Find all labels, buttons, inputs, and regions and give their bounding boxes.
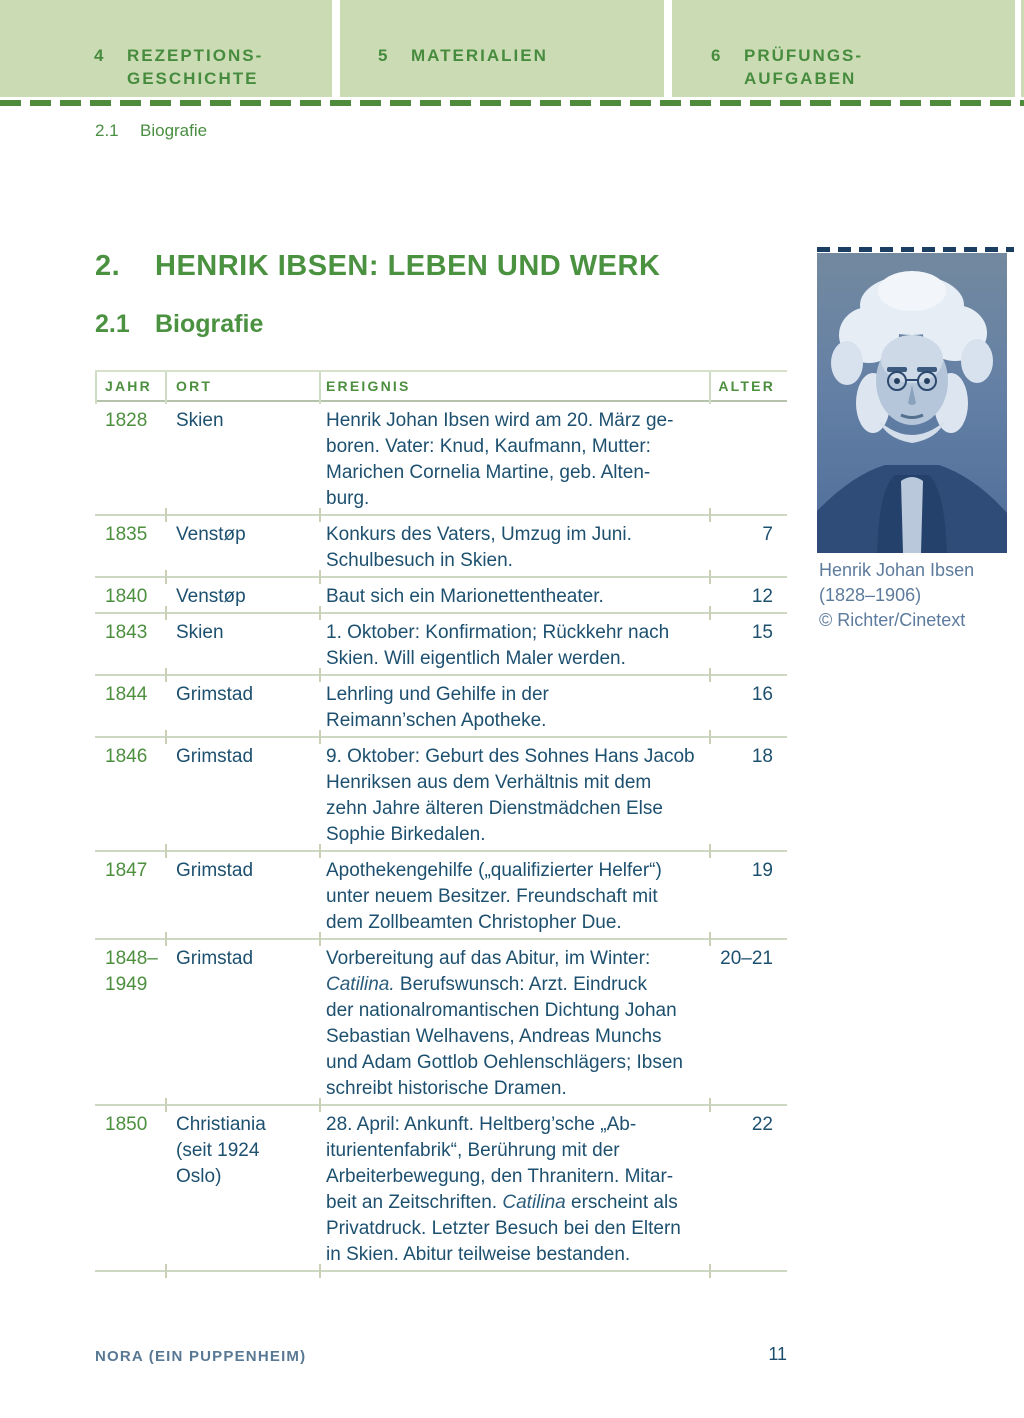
event-cell: Vorbereitung auf das Abitur, im Winter: Catilina. Berufswunsch: Arzt. Eindruck der nationalromantischen Dichtung Johan Sebastian Welhavens, Andreas Munchs und Adam Gottlob Oehlenschlägers; Ibsen schreibt historische Dramen. (326, 948, 684, 1099)
separator-tick (319, 508, 321, 522)
table-row (95, 738, 787, 850)
separator-tick (165, 508, 167, 522)
header-divider (95, 372, 97, 404)
chapter-title: HENRIK IBSEN: LEBEN UND WERK (155, 250, 661, 282)
event-cell: Henrik Johan Ibsen wird am 20. März ge- boren. Vater: Knud, Kaufmann, Mutter: Marichen Cornelia Martine, geb. Alten- burg. (326, 410, 674, 509)
event-cell: 1. Oktober: Konfirmation; Rückkehr nach Skien. Will eigentlich Maler werden. (326, 622, 670, 669)
ort-cell: Christiania (seit 1924 Oslo) (176, 1114, 266, 1187)
separator-tick (165, 668, 167, 682)
page-number: 11 (768, 1344, 787, 1364)
ort-cell: Grimstad (176, 684, 254, 705)
column-header-jahr: JAHR (105, 378, 152, 394)
chapter-number: 2. (95, 250, 121, 282)
alter-cell: 19 (751, 860, 773, 881)
caption-line: (1828–1906) (819, 585, 922, 605)
table-row (95, 852, 787, 938)
event-cell: 9. Oktober: Geburt des Sohnes Hans Jacob Henriksen aus dem Verhältnis mit dem zehn Jahre älteren Dienstmädchen Else Sophie Birkedalen. (326, 746, 695, 845)
event-cell: Apothekengehilfe („qualifizierter Helfer“) unter neuem Besitzer. Freundschaft mit dem Zollbeamten Christopher Due. (326, 860, 662, 933)
alter-cell: 22 (751, 1114, 773, 1135)
separator-tick (319, 668, 321, 682)
table-row (95, 940, 787, 1104)
separator-tick (709, 1264, 711, 1278)
ort-cell: Grimstad (176, 860, 254, 881)
caption-line: © Richter/Cinetext (819, 610, 966, 630)
header-divider (165, 372, 167, 404)
breadcrumb-number: 2.1 (95, 121, 119, 140)
table-row (95, 516, 787, 576)
separator-tick (709, 508, 711, 522)
separator-tick (319, 844, 321, 858)
alter-cell: 7 (762, 524, 773, 545)
tab-label: PRÜFUNGS- AUFGABEN (744, 46, 864, 88)
caption-line: Henrik Johan Ibsen (819, 560, 975, 580)
chapter-heading (95, 250, 660, 283)
breadcrumb-label: Biografie (140, 121, 208, 140)
table-row (95, 578, 787, 612)
section-title: Biografie (155, 310, 264, 338)
header-divider (709, 372, 711, 404)
event-cell: 28. April: Ankunft. Heltberg’sche „Ab- iturientenfabrik“, Berührung mit der Arbeiterbewegung, den Thranitern. Mitar- beit an Zeitschriften. Catilina erscheint als Privatdruck. Letzter Besuch bei den Eltern in Skien. Abitur teilweise bestanden. (326, 1114, 681, 1265)
separator-tick (709, 570, 711, 584)
tab-number: 6 (711, 46, 723, 65)
separator-tick (319, 570, 321, 584)
tab-number: 4 (94, 46, 106, 65)
row-separator (95, 674, 787, 676)
row-separator (95, 576, 787, 578)
year-cell: 1840 (105, 586, 148, 607)
breadcrumb (95, 121, 207, 141)
table-body (95, 402, 787, 1272)
year-cell: 1847 (105, 860, 148, 881)
column-header-ereignis: EREIGNIS (326, 378, 411, 394)
ibsen-portrait (817, 253, 1007, 553)
year-cell: 1844 (105, 684, 148, 705)
alter-cell (710, 408, 787, 512)
separator-tick (709, 668, 711, 682)
biography-table (95, 370, 787, 1272)
alter-cell: 16 (751, 684, 773, 705)
row-separator (95, 514, 787, 516)
separator-tick (709, 606, 711, 620)
event-cell: Baut sich ein Marionettentheater. (326, 586, 604, 607)
separator-tick (319, 1098, 321, 1112)
table-row (95, 402, 787, 514)
separator-tick (709, 932, 711, 946)
ort-cell: Venstøp (176, 524, 246, 545)
alter-cell: 18 (751, 746, 773, 767)
ibsen-portrait-photo (817, 253, 1007, 553)
event-cell: Konkurs des Vaters, Umzug im Juni. Schulbesuch in Skien. (326, 524, 632, 571)
section-number: 2.1 (95, 310, 130, 338)
separator-tick (709, 844, 711, 858)
table-row (95, 676, 787, 736)
table-row (95, 1106, 787, 1270)
year-cell: 1828 (105, 410, 148, 431)
footer-book-title: NORA (EIN PUPPENHEIM) (95, 1348, 307, 1365)
year-cell: 1850 (105, 1114, 148, 1135)
ort-cell: Skien (176, 410, 224, 431)
separator-tick (165, 932, 167, 946)
ort-cell: Grimstad (176, 948, 254, 969)
separator-tick (165, 844, 167, 858)
separator-tick (319, 606, 321, 620)
separator-tick (165, 730, 167, 744)
table-header-row (95, 372, 787, 400)
alter-cell: 20–21 (720, 948, 773, 969)
photo-caption (819, 558, 974, 633)
alter-cell: 12 (751, 586, 773, 607)
year-cell: 1843 (105, 622, 148, 643)
row-separator (95, 1270, 787, 1272)
row-separator (95, 612, 787, 614)
ort-cell: Venstøp (176, 586, 246, 607)
header-divider (319, 372, 321, 404)
separator-tick (709, 1098, 711, 1112)
tab-pruefungsaufgaben (672, 0, 1015, 97)
ort-cell: Grimstad (176, 746, 254, 767)
separator-tick (319, 730, 321, 744)
alter-cell: 15 (751, 622, 773, 643)
tab-number: 5 (378, 46, 390, 65)
dashed-divider (0, 100, 1024, 106)
separator-tick (709, 730, 711, 744)
tab-label: REZEPTIONS- GESCHICHTE (127, 46, 264, 88)
row-separator (95, 1104, 787, 1106)
table-row (95, 614, 787, 674)
tab-label: MATERIALIEN (411, 46, 548, 65)
separator-tick (319, 1264, 321, 1278)
separator-tick (165, 570, 167, 584)
separator-tick (165, 1264, 167, 1278)
column-header-alter: ALTER (718, 378, 775, 394)
separator-tick (165, 1098, 167, 1112)
ort-cell: Skien (176, 622, 224, 643)
row-separator (95, 938, 787, 940)
column-header-ort: ORT (176, 378, 213, 394)
separator-tick (319, 932, 321, 946)
year-cell: 1835 (105, 524, 148, 545)
row-separator (95, 850, 787, 852)
year-cell: 1846 (105, 746, 148, 767)
tab-materialien (340, 0, 664, 97)
year-cell: 1848– 1949 (105, 948, 158, 995)
row-separator (95, 736, 787, 738)
separator-tick (165, 606, 167, 620)
event-cell: Lehrling und Gehilfe in der Reimann’schen Apotheke. (326, 684, 549, 731)
photo-dashed-rule (817, 247, 1014, 252)
tab-rezeptionsgeschichte (0, 0, 332, 97)
section-heading (95, 310, 263, 339)
